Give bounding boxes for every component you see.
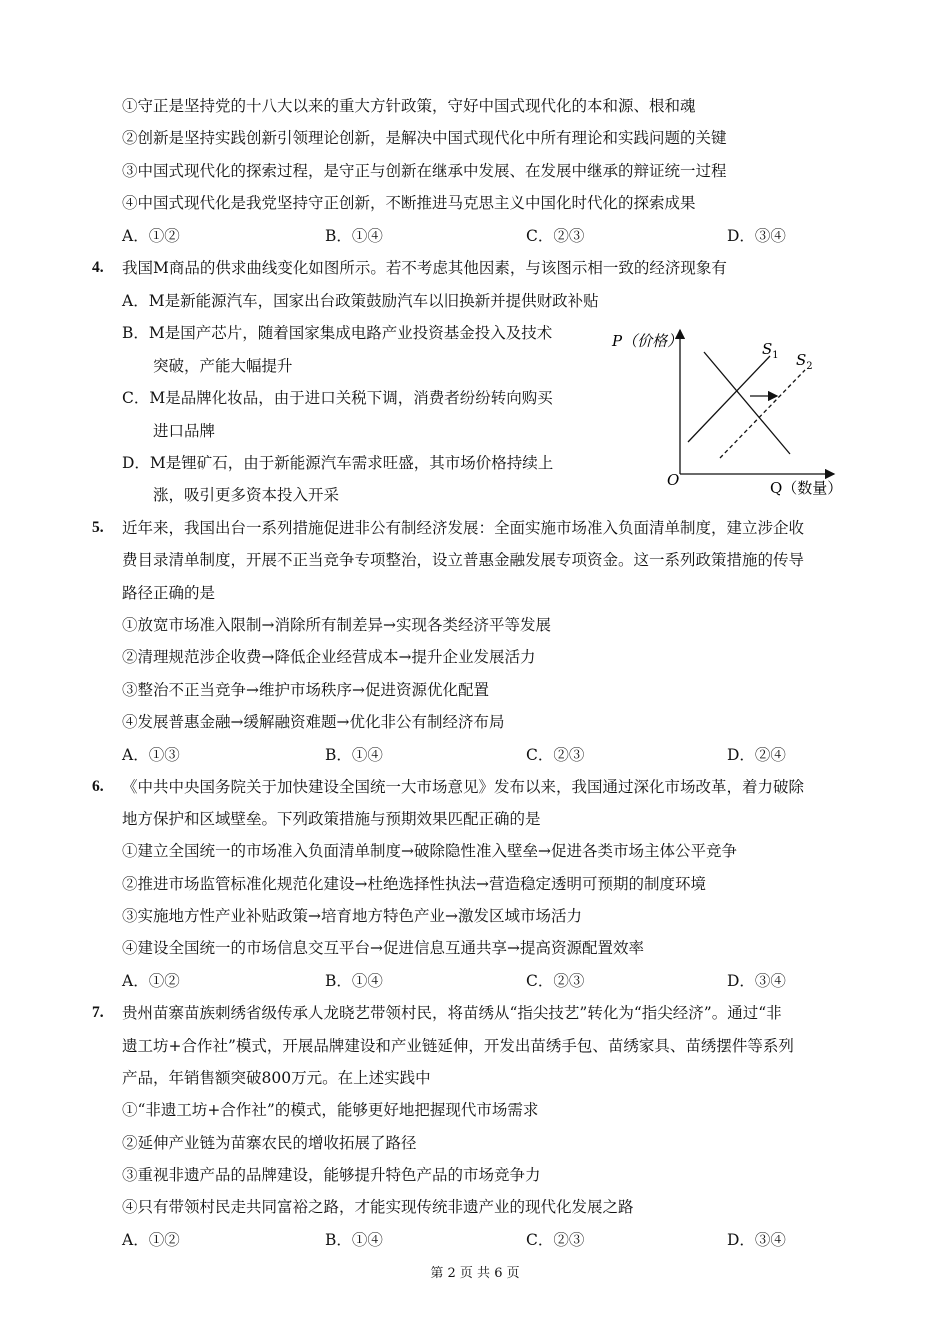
q4-choice-a: A．M是新能源汽车，国家出台政策鼓励汽车以旧换新并提供财政补贴 <box>122 292 599 310</box>
s2-label: $S_2$ <box>796 351 813 372</box>
q6-statement-1: ①建立全国统一的市场准入负面清单制度→破除隐性准入壁垒→促进各类市场主体公平竞争 <box>122 842 737 860</box>
q7-option-a: A．①② <box>122 1231 180 1249</box>
q4-choice-c-cont: 进口品牌 <box>153 422 216 440</box>
q3-option-b: B．①④ <box>325 227 383 245</box>
q4-choice-b-cont: 突破，产能大幅提升 <box>153 357 293 375</box>
q3-statement-1: ①守正是坚持党的十八大以来的重大方针政策，守好中国式现代化的本和源、根和魂 <box>122 97 696 115</box>
supply-curve-s2 <box>720 370 805 458</box>
s1-label: $S_1$ <box>762 340 779 361</box>
q5-option-b: B．①④ <box>325 746 383 764</box>
demand-curve <box>704 352 790 454</box>
q5-option-d: D．②④ <box>727 746 786 764</box>
q4-number: 4. <box>92 259 104 276</box>
q7-stem-1: 贵州苗寨苗族刺绣省级传承人龙晓艺带领村民，将苗绣从“指尖技艺”转化为“指尖经济”。通过“非 <box>122 1004 782 1022</box>
supply-curve-s1 <box>688 356 770 442</box>
page-footer: 第 2 页 共 6 页 <box>430 1266 520 1281</box>
q5-statement-4: ④发展普惠金融→缓解融资难题→优化非公有制经济布局 <box>122 713 505 731</box>
q3-option-a: A．①② <box>122 227 180 245</box>
q4-choice-b: B．M是国产芯片，随着国家集成电路产业投资基金投入及技术 <box>122 324 553 342</box>
supply-demand-graph <box>600 318 850 503</box>
q5-number: 5. <box>92 519 104 536</box>
q6-statement-4: ④建设全国统一的市场信息交互平台→促进信息互通共享→提高资源配置效率 <box>122 939 644 957</box>
q7-option-c: C．②③ <box>526 1231 585 1249</box>
y-axis-label: P（价格） <box>612 332 683 350</box>
q3-option-c: C．②③ <box>526 227 585 245</box>
q4-choice-d: D．M是锂矿石，由于新能源汽车需求旺盛，其市场价格持续上 <box>122 454 554 472</box>
q6-stem-2: 地方保护和区域壁垒。下列政策措施与预期效果匹配正确的是 <box>122 810 541 828</box>
q5-option-a: A．①③ <box>122 746 180 764</box>
q6-option-c: C．②③ <box>526 972 585 990</box>
q3-option-d: D．③④ <box>727 227 786 245</box>
q7-option-d: D．③④ <box>727 1231 786 1249</box>
q7-number: 7. <box>92 1004 104 1021</box>
q7-option-b: B．①④ <box>325 1231 383 1249</box>
q7-statement-2: ②延伸产业链为苗寨农民的增收拓展了路径 <box>122 1134 417 1152</box>
q7-statement-4: ④只有带领村民走共同富裕之路，才能实现传统非遗产业的现代化发展之路 <box>122 1198 634 1216</box>
q7-stem-2: 遗工坊+合作社”模式，开展品牌建设和产业链延伸，开发出苗绣手包、苗绣家具、苗绣摆件等系列 <box>122 1037 794 1055</box>
q6-number: 6. <box>92 778 104 795</box>
q7-stem-3: 产品，年销售额突破800万元。在上述实践中 <box>122 1069 431 1087</box>
q5-statement-2: ②清理规范涉企收费→降低企业经营成本→提升企业发展活力 <box>122 648 536 666</box>
q5-stem-1: 近年来，我国出台一系列措施促进非公有制经济发展：全面实施市场准入负面清单制度，建立涉企收 <box>122 519 805 537</box>
x-axis-label: Q（数量） <box>770 479 843 497</box>
q6-option-d: D．③④ <box>727 972 786 990</box>
q5-option-c: C．②③ <box>526 746 585 764</box>
q4-choice-d-cont: 涨，吸引更多资本投入开采 <box>153 486 340 504</box>
q6-option-b: B．①④ <box>325 972 383 990</box>
q3-statement-4: ④中国式现代化是我党坚持守正创新，不断推进马克思主义中国化时代化的探索成果 <box>122 194 696 212</box>
q3-statement-3: ③中国式现代化的探索过程，是守正与创新在继承中发展、在发展中继承的辩证统一过程 <box>122 162 727 180</box>
q5-statement-3: ③整治不正当竞争→维护市场秩序→促进资源优化配置 <box>122 681 489 699</box>
q6-statement-3: ③实施地方性产业补贴政策→培育地方特色产业→激发区域市场活力 <box>122 907 582 925</box>
q5-statement-1: ①放宽市场准入限制→消除所有制差异→实现各类经济平等发展 <box>122 616 551 634</box>
q5-stem-3: 路径正确的是 <box>122 584 216 602</box>
q6-option-a: A．①② <box>122 972 180 990</box>
q4-stem: 我国M商品的供求曲线变化如图所示。若不考虑其他因素，与该图示相一致的经济现象有 <box>122 259 727 277</box>
origin-label: O <box>667 471 680 489</box>
q3-statement-2: ②创新是坚持实践创新引领理论创新，是解决中国式现代化中所有理论和实践问题的关键 <box>122 129 727 147</box>
q7-statement-1: ①“非遗工坊+合作社”的模式，能够更好地把握现代市场需求 <box>122 1101 539 1119</box>
q5-stem-2: 费目录清单制度，开展不正当竞争专项整治，设立普惠金融发展专项资金。这一系列政策措施的传导 <box>122 551 805 569</box>
q6-stem-1: 《中共中央国务院关于加快建设全国统一大市场意见》发布以来，我国通过深化市场改革，着力破除 <box>122 778 805 796</box>
q7-statement-3: ③重视非遗产品的品牌建设，能够提升特色产品的市场竞争力 <box>122 1166 541 1184</box>
q6-statement-2: ②推进市场监管标准化规范化建设→杜绝选择性执法→营造稳定透明可预期的制度环境 <box>122 875 706 893</box>
q4-choice-c: C．M是品牌化妆品，由于进口关税下调，消费者纷纷转向购买 <box>122 389 553 407</box>
